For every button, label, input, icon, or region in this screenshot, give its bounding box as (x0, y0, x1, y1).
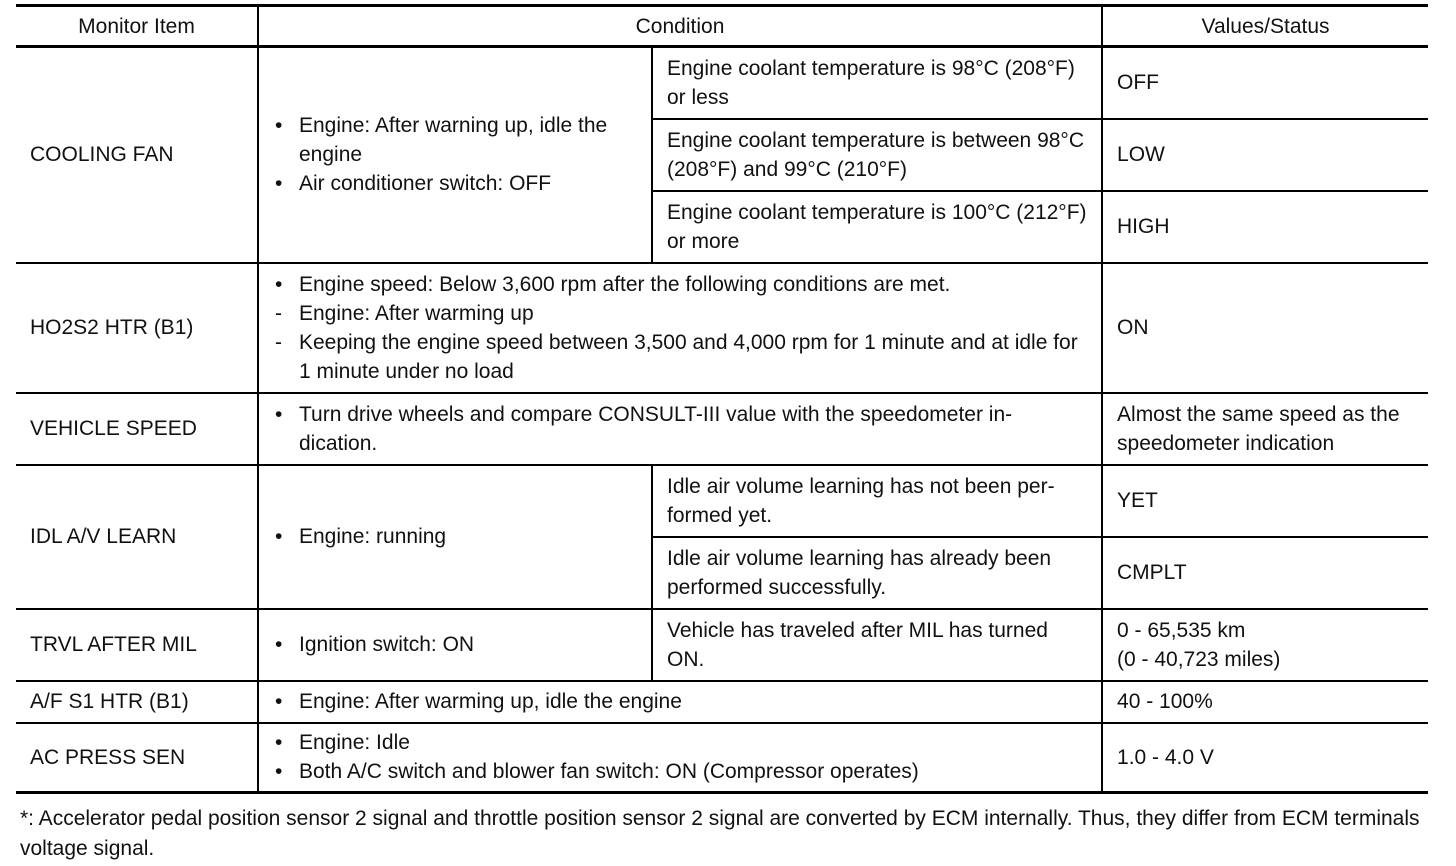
table-row (16, 465, 1428, 537)
condition-list (273, 270, 1087, 386)
monitor-item-cell: IDL A/V LEARN (16, 465, 258, 609)
list-item: • Engine speed: Below 3,600 rpm after the following conditions are met. (273, 270, 1087, 299)
value-cell: YET (1102, 465, 1428, 537)
subcondition-cell: Idle air volume learning has not been per- formed yet. (652, 465, 1102, 537)
table-row (16, 609, 1428, 681)
list-item: - Engine: After warming up (273, 299, 1087, 328)
list-item: • Engine: After warming up, idle the engine (273, 687, 1087, 716)
bullet-icon: • (275, 760, 283, 784)
subcondition-cell: Vehicle has traveled after MIL has turned ON. (652, 609, 1102, 681)
bullet-icon: • (275, 272, 283, 296)
table-row (16, 263, 1428, 393)
condition-cell (258, 263, 1102, 393)
dash-icon: - (275, 301, 282, 325)
condition-cell (258, 393, 1102, 465)
table-row (16, 723, 1428, 793)
list-item: • Turn drive wheels and compare CONSULT-III value with the speedometer in- dication. (273, 400, 1087, 458)
footnote: *: Accelerator pedal position sensor 2 signal and throttle position sensor 2 signal are converted by ECM internally. Thus, they differ from ECM terminals voltage signal. (20, 807, 1420, 860)
value-line: (0 - 40,723 miles) (1117, 647, 1281, 671)
bullet-icon: • (275, 731, 283, 755)
monitor-item-cell: COOLING FAN (16, 47, 258, 263)
header-values-status: Values/Status (1102, 6, 1428, 47)
header-monitor-item: Monitor Item (16, 6, 258, 47)
condition-cell (258, 681, 1102, 723)
monitor-item-cell: VEHICLE SPEED (16, 393, 258, 465)
value-cell: Almost the same speed as the speedometer indication (1102, 393, 1428, 465)
condition-list (273, 522, 637, 551)
value-cell (1102, 609, 1428, 681)
value-cell: 1.0 - 4.0 V (1102, 723, 1428, 793)
table-row (16, 47, 1428, 119)
condition-list (273, 687, 1087, 716)
subcondition-cell: Engine coolant temperature is 100°C (212°F) or more (652, 191, 1102, 263)
subcondition-cell: Engine coolant temperature is between 98°C (208°F) and 99°C (210°F) (652, 119, 1102, 191)
bullet-icon: • (275, 114, 283, 138)
subcondition-cell: Engine coolant temperature is 98°C (208°F) or less (652, 47, 1102, 119)
condition-list (273, 728, 1087, 786)
value-line: 0 - 65,535 km (1117, 618, 1246, 642)
monitor-item-cell: A/F S1 HTR (B1) (16, 681, 258, 723)
table-row (16, 393, 1428, 465)
table-row (16, 681, 1428, 723)
condition-cell (258, 465, 652, 609)
monitor-item-cell: AC PRESS SEN (16, 723, 258, 793)
list-item: • Engine: running (273, 522, 637, 551)
value-cell: ON (1102, 263, 1428, 393)
monitor-item-cell: TRVL AFTER MIL (16, 609, 258, 681)
bullet-icon: • (275, 172, 283, 196)
list-item: • Both A/C switch and blower fan switch: ON (Compressor operates) (273, 757, 1087, 786)
bullet-icon: • (275, 525, 283, 548)
list-item: - Keeping the engine speed between 3,500 and 4,000 rpm for 1 minute and at idle for 1 minute under no load (273, 328, 1087, 386)
monitor-item-cell: HO2S2 HTR (B1) (16, 263, 258, 393)
condition-list (273, 111, 637, 198)
header-row (16, 6, 1428, 47)
condition-list (273, 630, 637, 659)
value-cell: LOW (1102, 119, 1428, 191)
condition-cell (258, 723, 1102, 793)
list-item: • Engine: Idle (273, 728, 1087, 757)
value-cell: OFF (1102, 47, 1428, 119)
value-cell: HIGH (1102, 191, 1428, 263)
condition-cell (258, 609, 652, 681)
list-item: • Engine: After warning up, idle the engine (273, 111, 637, 169)
monitor-table (16, 4, 1428, 794)
value-cell: CMPLT (1102, 537, 1428, 609)
value-cell: 40 - 100% (1102, 681, 1428, 723)
condition-cell (258, 47, 652, 263)
condition-list (273, 400, 1087, 458)
header-condition: Condition (258, 6, 1102, 47)
list-item: • Air conditioner switch: OFF (273, 169, 637, 198)
subcondition-cell: Idle air volume learning has already been performed successfully. (652, 537, 1102, 609)
list-item: • Ignition switch: ON (273, 630, 637, 659)
bullet-icon: • (275, 690, 283, 713)
bullet-icon: • (275, 402, 283, 426)
bullet-icon: • (275, 633, 283, 656)
dash-icon: - (275, 330, 282, 354)
